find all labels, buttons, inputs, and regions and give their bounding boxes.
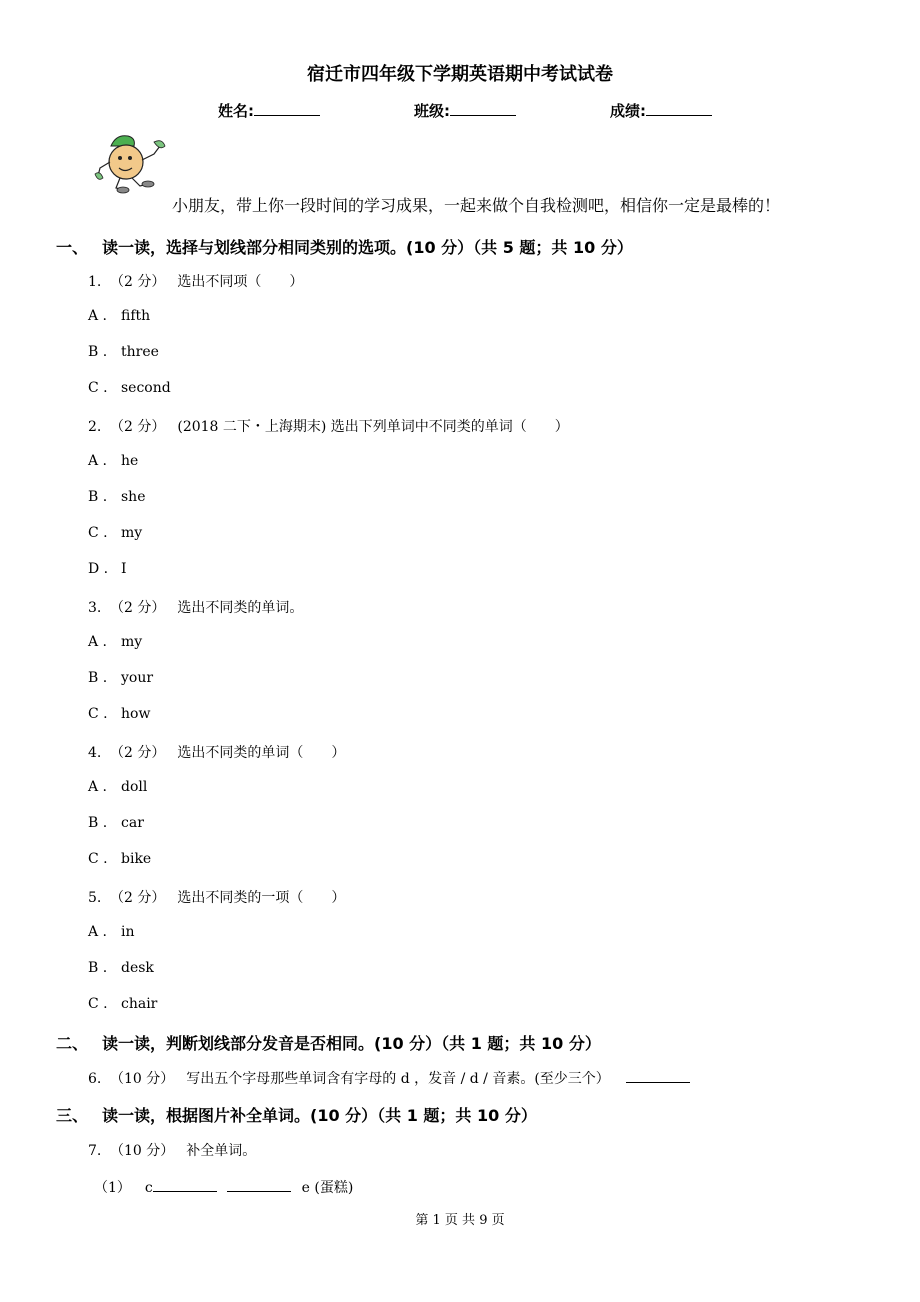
option-text: second <box>121 380 171 396</box>
question-text: 选出不同类的单词。 <box>177 600 304 616</box>
option-text: how <box>121 706 151 722</box>
question-score: （2 分） <box>110 890 166 906</box>
option-text: desk <box>121 960 154 976</box>
option-a[interactable] <box>88 779 147 795</box>
sub-label: （1） <box>94 1180 131 1196</box>
option-letter: A . <box>88 453 108 469</box>
option-a[interactable] <box>88 453 138 469</box>
answer-blank[interactable] <box>626 1082 690 1083</box>
option-letter: A . <box>88 634 108 650</box>
option-text: three <box>121 344 159 360</box>
question-text: (2018 二下・上海期末) 选出下列单词中不同类的单词（ ） <box>177 419 569 435</box>
question-7 <box>88 1140 256 1160</box>
question-text: 补全单词。 <box>186 1143 257 1159</box>
section-heading <box>56 1031 601 1054</box>
option-letter: C . <box>88 706 108 722</box>
question-score: （2 分） <box>110 745 166 761</box>
question-2 <box>88 416 569 436</box>
word-suffix: e (蛋糕) <box>301 1180 354 1196</box>
question-number: 4. <box>88 745 102 761</box>
page-title: 宿迁市四年级下学期英语期中考试试卷 <box>307 64 613 85</box>
option-text: chair <box>121 996 158 1012</box>
question-7-sub-1 <box>94 1177 353 1197</box>
question-text: 写出五个字母那些单词含有字母的 d ，发音 / d / 音素。(至少三个） <box>186 1071 610 1087</box>
option-c[interactable] <box>88 996 157 1012</box>
question-1 <box>88 271 303 291</box>
section-number: 二、 <box>56 1034 89 1053</box>
option-text: he <box>121 453 139 469</box>
option-c[interactable] <box>88 851 151 867</box>
option-text: my <box>121 634 143 650</box>
word-prefix: c <box>144 1180 153 1196</box>
option-c[interactable] <box>88 525 142 541</box>
letter-blank[interactable] <box>227 1191 291 1192</box>
question-3 <box>88 597 303 617</box>
option-letter: A . <box>88 924 108 940</box>
question-score: （2 分） <box>110 419 166 435</box>
option-a[interactable] <box>88 634 142 650</box>
option-text: my <box>121 525 143 541</box>
question-score: （10 分） <box>110 1071 175 1087</box>
option-a[interactable] <box>88 924 135 940</box>
question-text: 选出不同类的一项（ ） <box>177 890 346 906</box>
question-number: 6. <box>88 1071 102 1087</box>
option-letter: B . <box>88 344 108 360</box>
option-letter: B . <box>88 815 108 831</box>
option-b[interactable] <box>88 344 159 360</box>
question-number: 5. <box>88 890 102 906</box>
class-field <box>414 100 516 121</box>
option-text: she <box>121 489 146 505</box>
option-a[interactable] <box>88 308 150 324</box>
question-number: 3. <box>88 600 102 616</box>
option-b[interactable] <box>88 489 146 505</box>
question-6 <box>88 1068 690 1088</box>
option-b[interactable] <box>88 960 154 976</box>
score-label: 成绩: <box>610 102 646 120</box>
option-c[interactable] <box>88 380 171 396</box>
section-heading <box>56 1103 537 1126</box>
option-text: in <box>121 924 135 940</box>
option-d[interactable] <box>88 561 127 577</box>
option-letter: C . <box>88 996 108 1012</box>
question-text: 选出不同项（ ） <box>177 274 304 290</box>
option-letter: C . <box>88 525 108 541</box>
option-text: fifth <box>121 308 151 324</box>
option-letter: A . <box>88 779 108 795</box>
section-heading <box>56 235 633 258</box>
section-text: 读一读，选择与划线部分相同类别的选项。(10 分）（共 5 题；共 10 分） <box>102 238 633 257</box>
option-text: your <box>121 670 154 686</box>
name-blank[interactable] <box>254 115 320 116</box>
name-label: 姓名: <box>218 102 254 120</box>
class-blank[interactable] <box>450 115 516 116</box>
section-text: 读一读，根据图片补全单词。(10 分）（共 1 题；共 10 分） <box>102 1106 537 1125</box>
question-score: （2 分） <box>110 600 166 616</box>
class-label: 班级: <box>414 102 450 120</box>
section-text: 读一读，判断划线部分发音是否相同。(10 分）（共 1 题；共 10 分） <box>102 1034 601 1053</box>
option-b[interactable] <box>88 670 153 686</box>
question-text: 选出不同类的单词（ ） <box>177 745 346 761</box>
option-b[interactable] <box>88 815 144 831</box>
option-text: doll <box>121 779 148 795</box>
question-number: 7. <box>88 1143 102 1159</box>
score-blank[interactable] <box>646 115 712 116</box>
option-letter: C . <box>88 851 108 867</box>
question-score: （10 分） <box>110 1143 175 1159</box>
letter-blank[interactable] <box>153 1191 217 1192</box>
option-letter: C . <box>88 380 108 396</box>
section-number: 一、 <box>56 238 89 257</box>
intro-text: 小朋友，带上你一段时间的学习成果，一起来做个自我检测吧，相信你一定是最棒的！ <box>172 196 781 215</box>
option-letter: A . <box>88 308 108 324</box>
question-number: 2. <box>88 419 102 435</box>
option-c[interactable] <box>88 706 150 722</box>
question-4 <box>88 742 345 762</box>
question-5 <box>88 887 345 907</box>
score-field <box>610 100 712 121</box>
option-text: I <box>121 561 127 577</box>
question-score: （2 分） <box>110 274 166 290</box>
section-number: 三、 <box>56 1106 89 1125</box>
option-text: bike <box>121 851 152 867</box>
option-text: car <box>121 815 144 831</box>
option-letter: D . <box>88 561 109 577</box>
question-number: 1. <box>88 274 102 290</box>
option-letter: B . <box>88 670 108 686</box>
mascot-icon <box>94 132 168 194</box>
name-field <box>218 100 320 121</box>
option-letter: B . <box>88 960 108 976</box>
page-footer: 第 1 页 共 9 页 <box>415 1213 505 1228</box>
option-letter: B . <box>88 489 108 505</box>
